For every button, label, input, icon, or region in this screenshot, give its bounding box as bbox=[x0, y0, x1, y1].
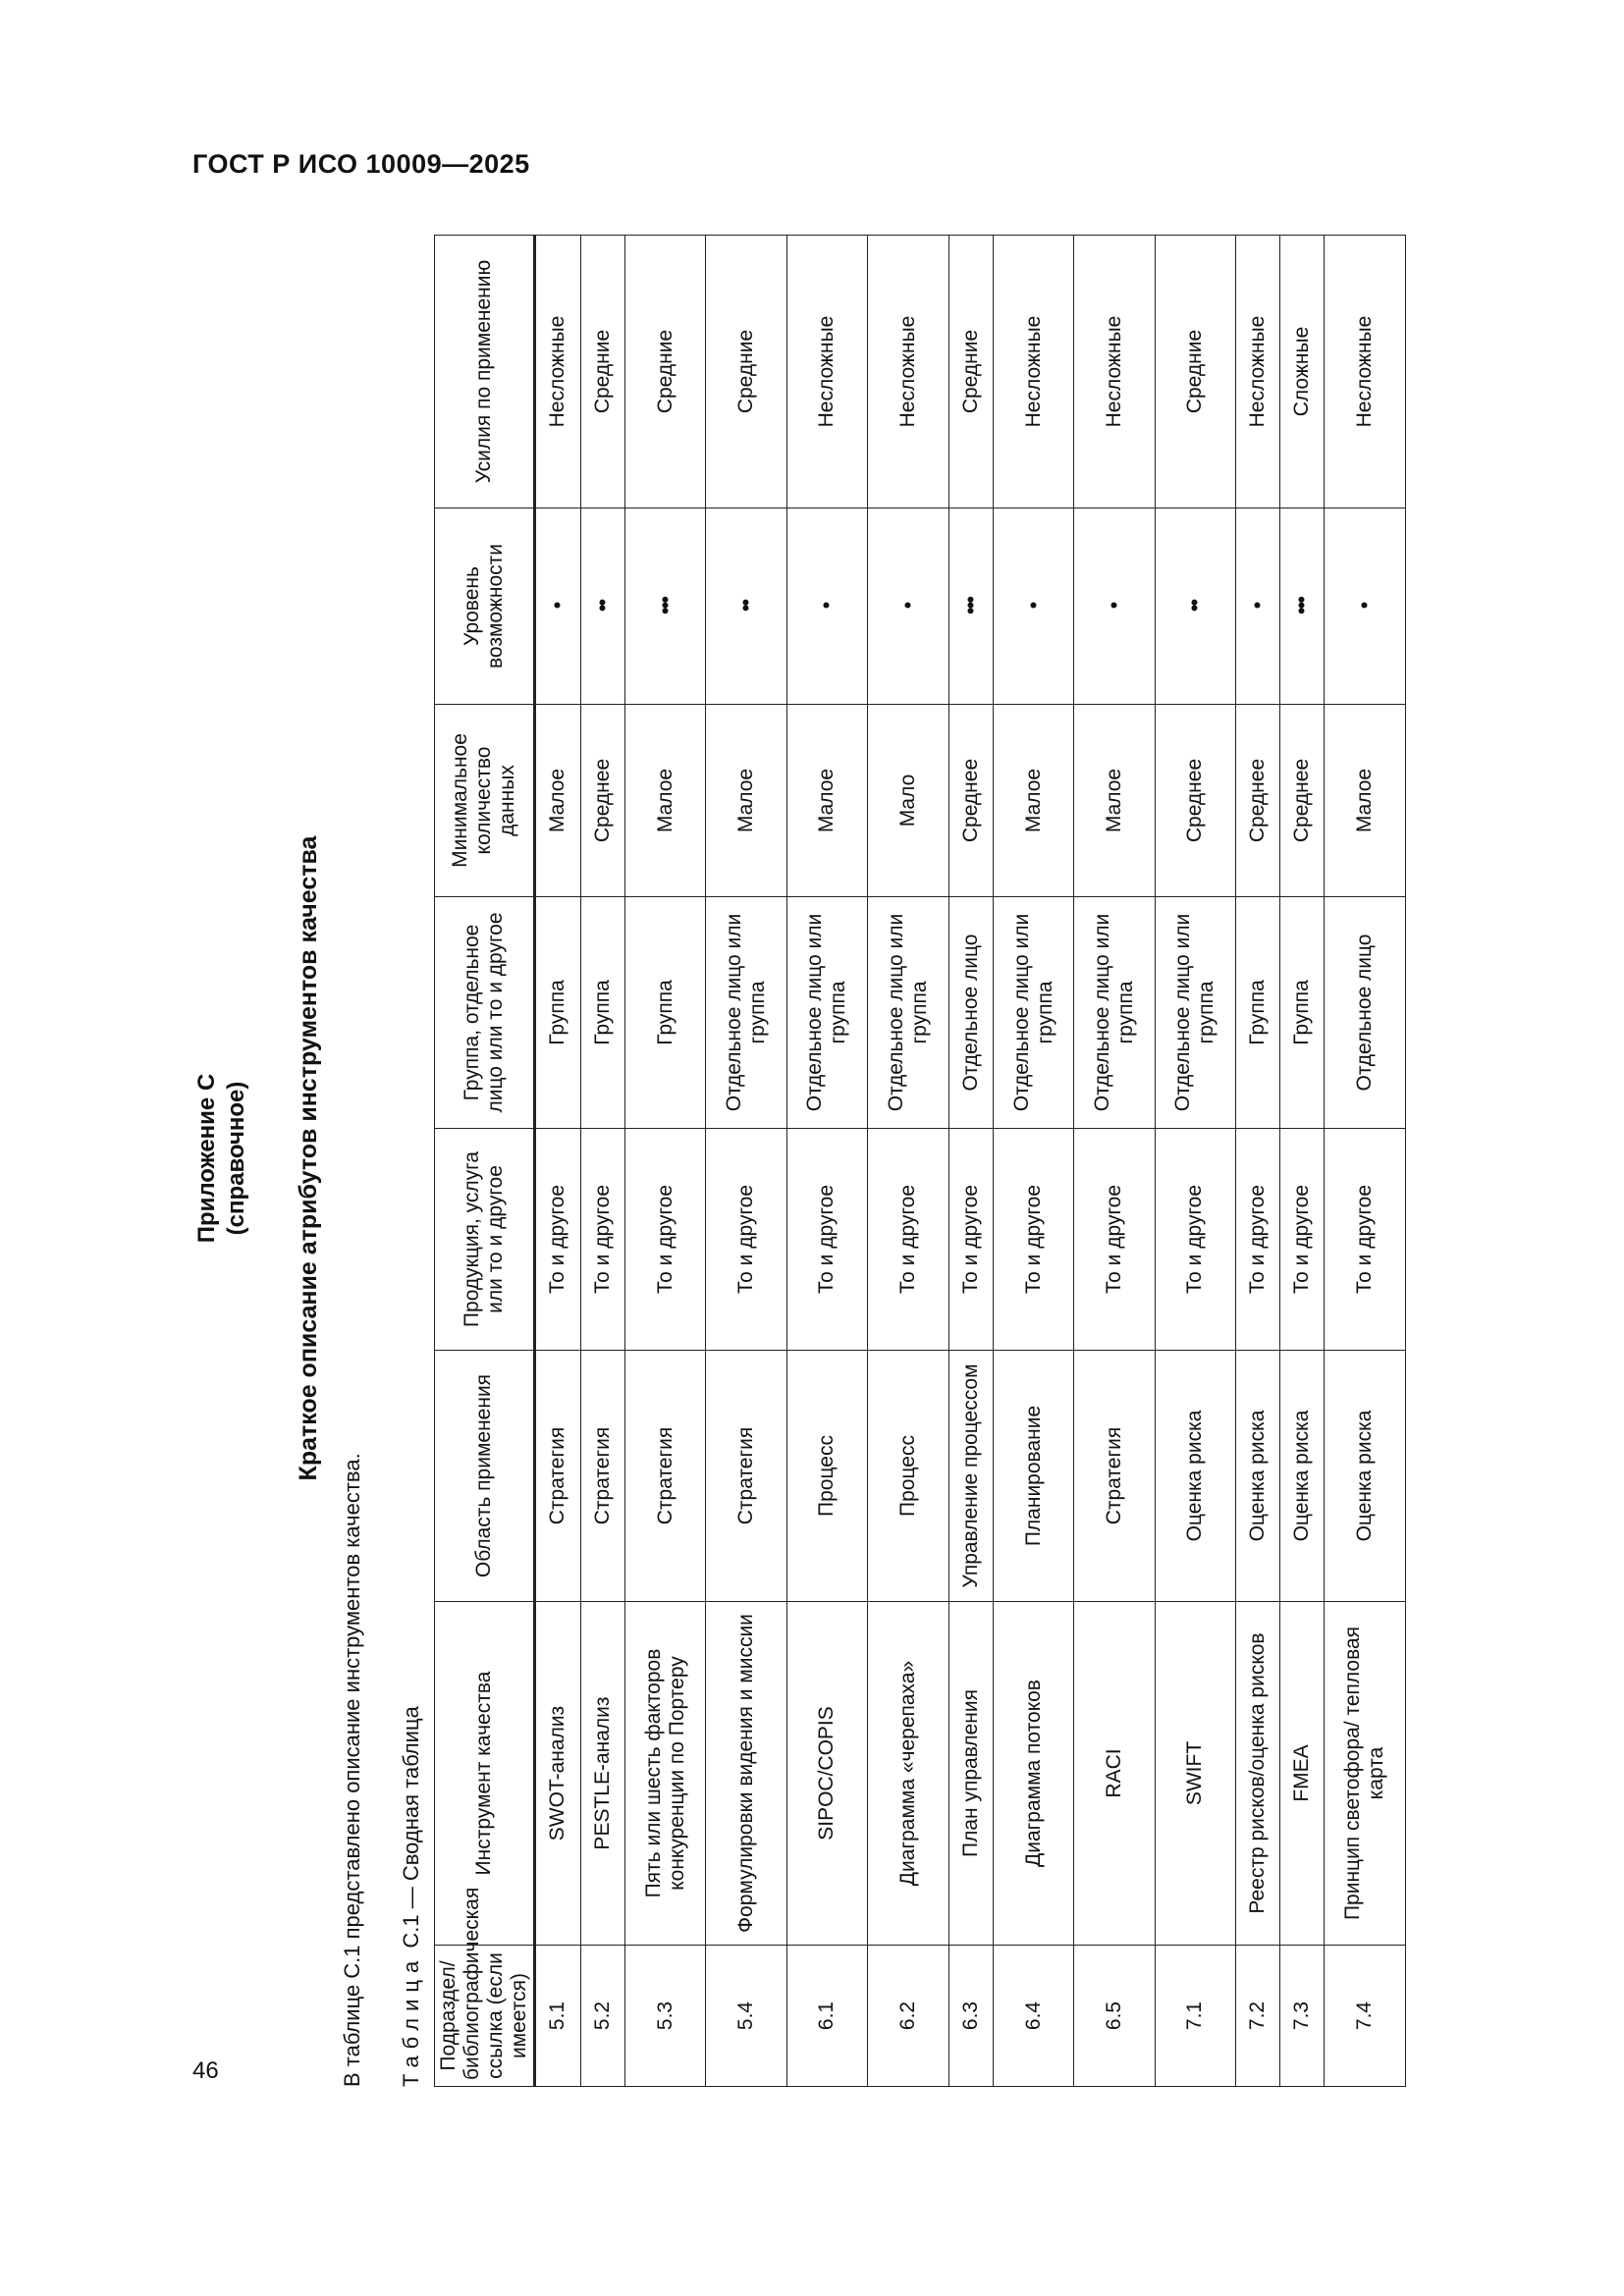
cell-col-group-individual: Отдельное лицо или группа bbox=[1074, 897, 1155, 1129]
cell-col-product-service: То и другое bbox=[706, 1129, 786, 1351]
cell-col-min-data: Среднее bbox=[1155, 705, 1235, 897]
cell-col-effort: Несложные bbox=[535, 236, 581, 508]
cell-col-product-service: То и другое bbox=[993, 1129, 1073, 1351]
table-row bbox=[1280, 236, 1325, 2087]
cell-col-effort: Средние bbox=[948, 236, 993, 508]
cell-col-product-service: То и другое bbox=[1236, 1129, 1280, 1351]
cell-col-product-service: То и другое bbox=[948, 1129, 993, 1351]
cell-col-min-data: Малое bbox=[786, 705, 867, 897]
cell-col-reference: 6.5 bbox=[1074, 1946, 1155, 2087]
appendix-title-main: Приложение С bbox=[193, 1073, 220, 1244]
cell-col-scope: Оценка риска bbox=[1155, 1351, 1235, 1602]
cell-col-product-service: То и другое bbox=[1074, 1129, 1155, 1351]
cell-col-group-individual: Группа bbox=[1236, 897, 1280, 1129]
cell-col-product-service: То и другое bbox=[580, 1129, 624, 1351]
cell-col-scope: Оценка риска bbox=[1325, 1351, 1406, 1602]
cell-col-scope: Стратегия bbox=[1074, 1351, 1155, 1602]
cell-col-scope: Стратегия bbox=[706, 1351, 786, 1602]
cell-col-scope: Оценка риска bbox=[1280, 1351, 1325, 1602]
cell-col-min-data: Среднее bbox=[1280, 705, 1325, 897]
page-number: 46 bbox=[192, 2057, 219, 2084]
cell-col-reference: 5.1 bbox=[535, 1946, 581, 2087]
table-row bbox=[706, 236, 786, 2087]
cell-col-scope: Планирование bbox=[993, 1351, 1073, 1602]
cell-col-min-data: Малое bbox=[624, 705, 705, 897]
cell-col-effort: Сложные bbox=[1280, 236, 1325, 508]
cell-col-scope: Стратегия bbox=[624, 1351, 705, 1602]
header-col-reference: Подраздел/ библиографическая ссылка (если имеется) bbox=[435, 1946, 535, 2087]
header-col-group-individual: Группа, отдельное лицо или то и другое bbox=[435, 897, 535, 1129]
header-col-tool: Инструмент качества bbox=[435, 1602, 535, 1946]
cell-col-capability: • bbox=[535, 508, 581, 705]
cell-col-reference: 6.3 bbox=[948, 1946, 993, 2087]
cell-col-product-service: То и другое bbox=[624, 1129, 705, 1351]
intro-paragraph: В таблице С.1 представлено описание инструментов качества. bbox=[340, 1453, 364, 2087]
cell-col-capability: ••• bbox=[1280, 508, 1325, 705]
cell-col-tool: RACI bbox=[1074, 1602, 1155, 1946]
cell-col-product-service: То и другое bbox=[1280, 1129, 1325, 1351]
cell-col-capability: ••• bbox=[624, 508, 705, 705]
table-row bbox=[1236, 236, 1280, 2087]
header-col-min-data: Минимальное количество данных bbox=[435, 705, 535, 897]
cell-col-scope: Процесс bbox=[868, 1351, 948, 1602]
cell-col-min-data: Мало bbox=[868, 705, 948, 897]
cell-col-min-data: Среднее bbox=[580, 705, 624, 897]
cell-col-reference: 7.3 bbox=[1280, 1946, 1325, 2087]
table-caption bbox=[399, 1706, 424, 2087]
cell-col-effort: Несложные bbox=[1074, 236, 1155, 508]
cell-col-product-service: То и другое bbox=[1155, 1129, 1235, 1351]
cell-col-reference: 5.2 bbox=[580, 1946, 624, 2087]
cell-col-effort: Средние bbox=[580, 236, 624, 508]
cell-col-capability: •• bbox=[706, 508, 786, 705]
cell-col-capability: • bbox=[993, 508, 1073, 705]
table-row bbox=[580, 236, 624, 2087]
cell-col-tool: SWOT-анализ bbox=[535, 1602, 581, 1946]
cell-col-min-data: Среднее bbox=[1236, 705, 1280, 897]
cell-col-tool: Реестр рисков/оценка рисков bbox=[1236, 1602, 1280, 1946]
cell-col-capability: • bbox=[1074, 508, 1155, 705]
cell-col-reference: 6.4 bbox=[993, 1946, 1073, 2087]
cell-col-scope: Стратегия bbox=[535, 1351, 581, 1602]
table-header-row bbox=[435, 236, 535, 2087]
cell-col-effort: Несложные bbox=[868, 236, 948, 508]
cell-col-effort: Несложные bbox=[1236, 236, 1280, 508]
cell-col-min-data: Малое bbox=[535, 705, 581, 897]
cell-col-tool: SIPOC/COPIS bbox=[786, 1602, 867, 1946]
cell-col-effort: Средние bbox=[624, 236, 705, 508]
table-row bbox=[535, 236, 581, 2087]
cell-col-effort: Несложные bbox=[1325, 236, 1406, 508]
cell-col-tool: Принцип светофора/ тепловая карта bbox=[1325, 1602, 1406, 1946]
cell-col-reference: 6.2 bbox=[868, 1946, 948, 2087]
cell-col-reference: 6.1 bbox=[786, 1946, 867, 2087]
cell-col-group-individual: Группа bbox=[580, 897, 624, 1129]
cell-col-effort: Средние bbox=[706, 236, 786, 508]
appendix-title bbox=[192, 230, 251, 2087]
cell-col-group-individual: Отдельное лицо или группа bbox=[1155, 897, 1235, 1129]
header-col-effort: Усилия по применению bbox=[435, 236, 535, 508]
header-col-product-service: Продукция, услуга или то и другое bbox=[435, 1129, 535, 1351]
cell-col-tool: Формулировки видения и миссии bbox=[706, 1602, 786, 1946]
cell-col-effort: Несложные bbox=[993, 236, 1073, 508]
header-col-scope: Область применения bbox=[435, 1351, 535, 1602]
cell-col-reference: 5.4 bbox=[706, 1946, 786, 2087]
cell-col-scope: Стратегия bbox=[580, 1351, 624, 1602]
cell-col-capability: • bbox=[786, 508, 867, 705]
header-col-capability: Уровень возможности bbox=[435, 508, 535, 705]
cell-col-tool: Пять или шесть факторов конкуренции по Портеру bbox=[624, 1602, 705, 1946]
cell-col-group-individual: Отдельное лицо или группа bbox=[993, 897, 1073, 1129]
table-row bbox=[786, 236, 867, 2087]
cell-col-group-individual: Отдельное лицо или группа bbox=[786, 897, 867, 1129]
table-row bbox=[1155, 236, 1235, 2087]
cell-col-min-data: Малое bbox=[706, 705, 786, 897]
rotated-page-content bbox=[192, 230, 1410, 2087]
cell-col-reference: 7.1 bbox=[1155, 1946, 1235, 2087]
cell-col-scope: Управление процессом bbox=[948, 1351, 993, 1602]
cell-col-effort: Средние bbox=[1155, 236, 1235, 508]
cell-col-min-data: Среднее bbox=[948, 705, 993, 897]
cell-col-min-data: Малое bbox=[1325, 705, 1406, 897]
cell-col-tool: PESTLE-анализ bbox=[580, 1602, 624, 1946]
cell-col-group-individual: Группа bbox=[535, 897, 581, 1129]
document-code: ГОСТ Р ИСО 10009—2025 bbox=[192, 149, 530, 179]
cell-col-tool: FMEA bbox=[1280, 1602, 1325, 1946]
cell-col-tool: SWIFT bbox=[1155, 1602, 1235, 1946]
cell-col-reference: 7.2 bbox=[1236, 1946, 1280, 2087]
cell-col-group-individual: Группа bbox=[624, 897, 705, 1129]
cell-col-scope: Оценка риска bbox=[1236, 1351, 1280, 1602]
cell-col-tool: Диаграмма «черепаха» bbox=[868, 1602, 948, 1946]
section-heading: Краткое описание атрибутов инструментов качества bbox=[295, 835, 322, 1481]
cell-col-min-data: Малое bbox=[1074, 705, 1155, 897]
cell-col-min-data: Малое bbox=[993, 705, 1073, 897]
cell-col-group-individual: Отдельное лицо или группа bbox=[706, 897, 786, 1129]
appendix-title-type: (справочное) bbox=[223, 1081, 249, 1236]
table-caption-text: С.1 — Сводная таблица bbox=[399, 1706, 423, 1954]
cell-col-group-individual: Отдельное лицо bbox=[1325, 897, 1406, 1129]
cell-col-reference: 5.3 bbox=[624, 1946, 705, 2087]
cell-col-effort: Несложные bbox=[786, 236, 867, 508]
table-row bbox=[624, 236, 705, 2087]
cell-col-group-individual: Группа bbox=[1280, 897, 1325, 1129]
cell-col-scope: Процесс bbox=[786, 1351, 867, 1602]
cell-col-tool: План управления bbox=[948, 1602, 993, 1946]
table-caption-prefix: Таблица bbox=[399, 1953, 423, 2087]
table-row bbox=[948, 236, 993, 2087]
table-row bbox=[868, 236, 948, 2087]
cell-col-product-service: То и другое bbox=[1325, 1129, 1406, 1351]
summary-table bbox=[434, 235, 1406, 2087]
cell-col-reference: 7.4 bbox=[1325, 1946, 1406, 2087]
table-row bbox=[1074, 236, 1155, 2087]
table-body bbox=[535, 236, 1406, 2087]
cell-col-capability: • bbox=[1236, 508, 1280, 705]
cell-col-group-individual: Отдельное лицо bbox=[948, 897, 993, 1129]
cell-col-tool: Диаграмма потоков bbox=[993, 1602, 1073, 1946]
cell-col-capability: ••• bbox=[948, 508, 993, 705]
cell-col-capability: •• bbox=[1155, 508, 1235, 705]
cell-col-product-service: То и другое bbox=[868, 1129, 948, 1351]
cell-col-capability: • bbox=[868, 508, 948, 705]
cell-col-capability: •• bbox=[580, 508, 624, 705]
cell-col-product-service: То и другое bbox=[786, 1129, 867, 1351]
cell-col-capability: • bbox=[1325, 508, 1406, 705]
cell-col-group-individual: Отдельное лицо или группа bbox=[868, 897, 948, 1129]
cell-col-product-service: То и другое bbox=[535, 1129, 581, 1351]
table-row bbox=[1325, 236, 1406, 2087]
table-row bbox=[993, 236, 1073, 2087]
